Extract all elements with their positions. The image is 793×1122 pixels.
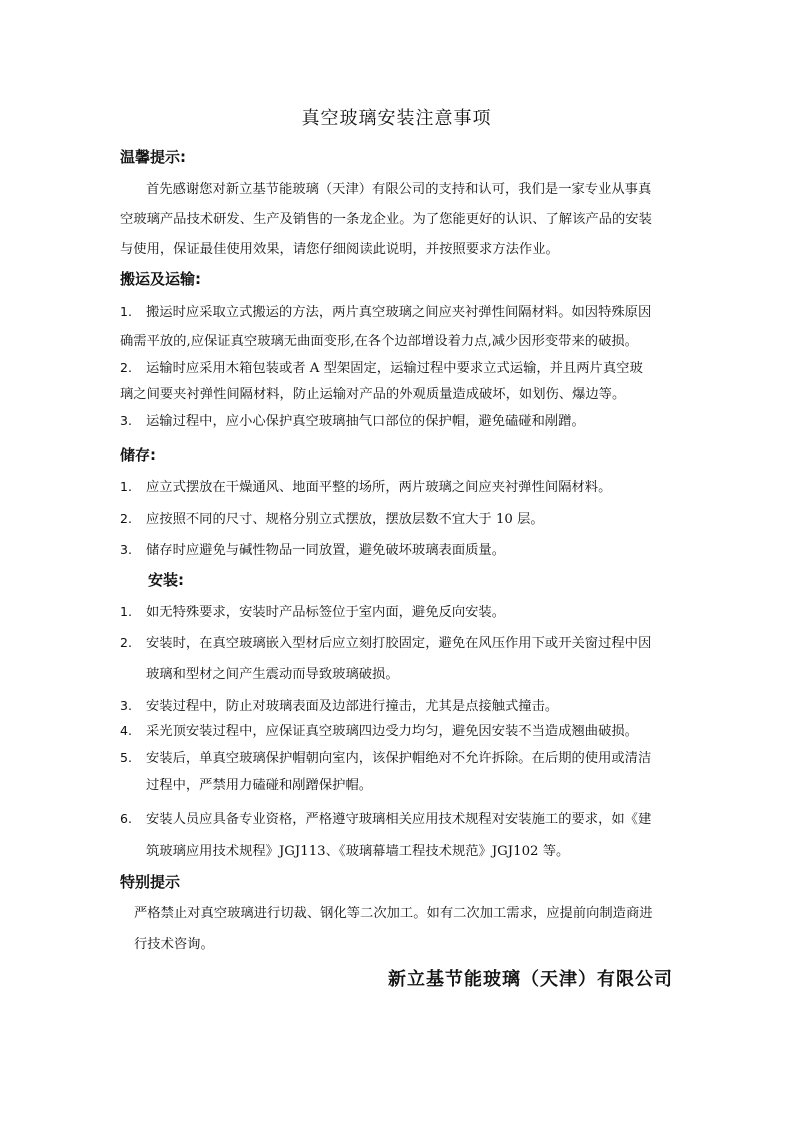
- storage-item-2: [120, 508, 544, 527]
- item-continuation: 璃之间要夹衬弹性间隔材料，防止运输对产品的外观质量造成破坏，如划伤、爆边等。: [120, 387, 626, 402]
- storage-heading: 储存:: [120, 446, 156, 464]
- item-text: 应按照不同的尺寸、规格分别立式摆放，摆放层数不宜大于 10 层。: [146, 512, 544, 527]
- transport-item-3: [120, 410, 585, 429]
- transport-heading: 搬运及运输:: [120, 270, 201, 288]
- transport-item-1: [120, 301, 651, 320]
- special-line: 严格禁止对真空玻璃进行切裁、钢化等二次加工。如有二次加工需求，应提前向制造商进: [134, 906, 653, 921]
- intro-line: 与使用，保证最佳使用效果，请您仔细阅读此说明，并按照要求方法作业。: [120, 242, 559, 257]
- item-text: 安装人员应具备专业资格，严格遵守玻璃相关应用技术规程对安装施工的要求，如《建: [146, 812, 652, 827]
- item-number: 4.: [120, 723, 132, 738]
- item-text: 安装后，单真空玻璃保护帽朝向室内，该保护帽绝对不允许拆除。在后期的使用或清洁: [146, 751, 652, 766]
- item-text: 搬运时应采取立式搬运的方法，两片真空玻璃之间应夹衬弹性间隔材料。如因特殊原因: [146, 305, 652, 320]
- install-heading: 安装:: [148, 571, 184, 589]
- install-item-4: [120, 720, 638, 739]
- install-item-6: [120, 808, 651, 827]
- intro-heading: 温馨提示:: [120, 148, 186, 166]
- intro-line: 空玻璃产品技术研发、生产及销售的一条龙企业。为了您能更好的认识、了解该产品的安装: [120, 212, 652, 227]
- item-text: 储存时应避免与碱性物品一同放置，避免破坏玻璃表面质量。: [146, 543, 506, 558]
- special-line: 行技术咨询。: [134, 937, 214, 952]
- item-number: 5.: [120, 750, 132, 765]
- item-number: 2.: [120, 360, 132, 375]
- item-number: 1.: [120, 479, 132, 494]
- item-number: 3.: [120, 413, 132, 428]
- item-text: 应立式摆放在干燥通风、地面平整的场所，两片玻璃之间应夹衬弹性间隔材料。: [146, 480, 612, 495]
- install-item-3: [120, 695, 558, 714]
- storage-item-1: [120, 476, 611, 495]
- install-item-5: [120, 747, 651, 766]
- storage-item-3: [120, 539, 505, 558]
- transport-item-2: [120, 357, 643, 376]
- item-continuation: 玻璃和型材之间产生震动而导致玻璃破损。: [146, 667, 399, 682]
- company-name: 新立基节能玻璃（天津）有限公司: [388, 969, 673, 990]
- install-item-1: [120, 601, 505, 620]
- item-text: 安装时，在真空玻璃嵌入型材后应立刻打胶固定，避免在风压作用下或开关窗过程中因: [146, 636, 652, 651]
- item-number: 3.: [120, 698, 132, 713]
- item-number: 1.: [120, 604, 132, 619]
- special-heading: 特别提示: [120, 873, 181, 891]
- install-item-2: [120, 632, 651, 651]
- item-text: 采光顶安装过程中，应保证真空玻璃四边受力均匀，避免因安装不当造成翘曲破损。: [146, 724, 638, 739]
- item-continuation: 筑玻璃应用技术规程》JGJ113、《玻璃幕墙工程技术规范》JGJ102 等。: [146, 844, 570, 859]
- item-text: 运输过程中，应小心保护真空玻璃抽气口部位的保护帽，避免磕碰和剐蹭。: [146, 414, 585, 429]
- page-title: 真空玻璃安装注意事项: [301, 108, 492, 129]
- item-number: 3.: [120, 542, 132, 557]
- item-text: 安装过程中，防止对玻璃表面及边部进行撞击，尤其是点接触式撞击。: [146, 699, 559, 714]
- item-text: 运输时应采用木箱包装或者 A 型架固定，运输过程中要求立式运输，并且两片真空玻: [146, 361, 643, 376]
- item-continuation: 确需平放的,应保证真空玻璃无曲面变形,在各个边部增设着力点,减少因形变带来的破损。: [120, 334, 638, 349]
- item-continuation: 过程中，严禁用力磕碰和剐蹭保护帽。: [146, 778, 373, 793]
- intro-line: 首先感谢您对新立基节能玻璃（天津）有限公司的支持和认可，我们是一家专业从事真: [146, 182, 652, 197]
- item-number: 2.: [120, 635, 132, 650]
- item-text: 如无特殊要求，安装时产品标签位于室内面，避免反向安装。: [146, 605, 506, 620]
- item-number: 1.: [120, 304, 132, 319]
- item-number: 2.: [120, 511, 132, 526]
- item-number: 6.: [120, 811, 132, 826]
